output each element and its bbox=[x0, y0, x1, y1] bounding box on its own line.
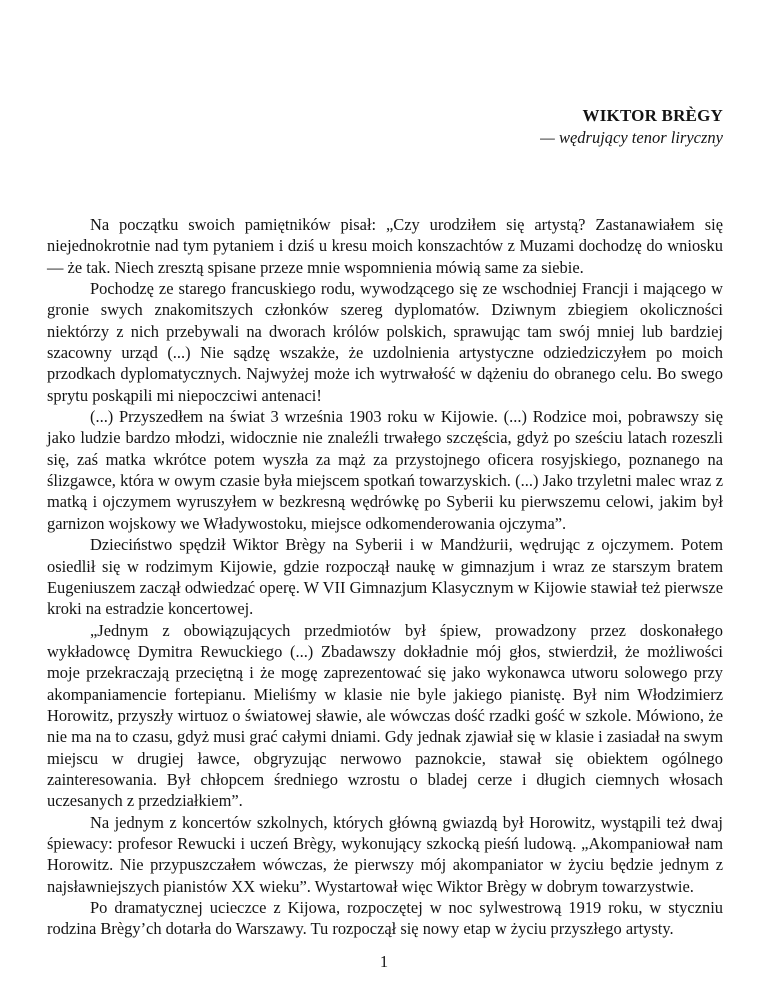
paragraph: (...) Przyszedłem na świat 3 września 1903 roku w Kijowie. (...) Rodzice moi, pobrawszy się jako ludzie bardzo młodzi, widocznie nie znaleźli trwałego szczęścia, gdyż po sześciu latach rozeszli się, zaś matka wkrótce potem wyszła za mąż za przystojnego oficera rosyjskiego, poznanego na ślizgawce, która w owym czasie była miejscem spotkań towarzyskich. (...) Jako trzyletni malec wraz z matką i ojczymem wyruszyłem w bezkresną wędrówkę po Syberii ku pierwszemu celowi, jakim był garnizon wojskowy we Władywostoku, miejsce odkomenderowania ojczyma”. bbox=[47, 407, 723, 533]
paragraph: Na początku swoich pamiętników pisał: „Czy urodziłem się artystą? Zastanawiałem się niejednokrotnie nad tym pytaniem i dziś u kresu moich konszachtów z Muzami dochodzę do wniosku — że tak. Niech zresztą spisane przeze mnie wspomnienia mówią same za siebie. bbox=[47, 215, 723, 277]
document-title: WIKTOR BRÈGY bbox=[582, 106, 723, 125]
paragraph: Na jednym z koncertów szkolnych, których główną gwiazdą był Horowitz, wystąpili też dwaj śpiewacy: profesor Rewucki i uczeń Brègy, wykonujący szkocką pieśń ludową. „Akompaniował nam Horowitz. Nie przypuszczałem wówczas, że pierwszy mój akompaniator w życiu będzie jednym z najsławniejszych pianistów XX wieku”. Wystartował więc Wiktor Brègy w dobrym towarzystwie. bbox=[47, 812, 723, 896]
body-text bbox=[47, 214, 723, 940]
paragraph: Dzieciństwo spędził Wiktor Brègy na Syberii i w Mandżurii, wędrując z ojczymem. Potem osiedlił się w rodzimym Kijowie, gdzie rozpoczął naukę w gimnazjum i wraz ze starszym bratem Eugeniuszem zaczął odwiedzać operę. W VII Gimnazjum Klasycznym w Kijowie stawiał też pierwsze kroki na estradzie koncertowej. bbox=[47, 535, 723, 619]
page-number: 1 bbox=[379, 952, 389, 971]
heading-block bbox=[540, 105, 723, 149]
paragraph: Pochodzę ze starego francuskiego rodu, wywodzącego się ze wschodniej Francji i mającego w gronie swych znakomitszych członków szereg dyplomatów. Dziwnym zbiegiem okoliczności niektórzy z nich przebywali na dworach królów polskich, sprawując tam swój mniej lub bardziej szacowny urząd (...) Nie sądzę wszakże, że uzdolnienia artystyczne odziedziczyłem po moich przodkach dyplomatycznych. Najwyżej może ich wytrwałość w dążeniu do obranego celu. Bo swego sprytu poskąpili mi niepoczciwi antenaci! bbox=[47, 279, 723, 405]
paragraph: „Jednym z obowiązujących przedmiotów był śpiew, prowadzony przez doskonałego wykładowcę Dymitra Rewuckiego (...) Zbadawszy dokładnie mój głos, stwierdził, że możliwości moje przekraczają przeciętną i że mogę zaprezentować się jako wykonawca utworu solowego przy akompaniamencie fortepianu. Mieliśmy w klasie nie byle jakiego pianistę. Był nim Włodzimierz Horowitz, przyszły wirtuoz o światowej sławie, ale wówczas dość rzadki gość w szkole. Mówiono, że nie ma na to czasu, gdyż musi grać całymi dniami. Gdy jednak zjawiał się w klasie i zasiadał na swym miejscu w drugiej ławce, obgryzując nerwowo paznokcie, stawał się obiektem ogólnego zainteresowania. Był chłopcem średniego wzrostu o bladej cerze i długich ciemnych włosach uczesanych z przedziałkiem”. bbox=[47, 620, 723, 811]
document-subtitle: — wędrujący tenor liryczny bbox=[540, 128, 723, 147]
paragraph: Po dramatycznej ucieczce z Kijowa, rozpoczętej w noc sylwestrową 1919 roku, w styczniu rodzina Brègy’ch dotarła do Warszawy. Tu rozpoczął się nowy etap w życiu przyszłego artysty. bbox=[47, 898, 723, 939]
